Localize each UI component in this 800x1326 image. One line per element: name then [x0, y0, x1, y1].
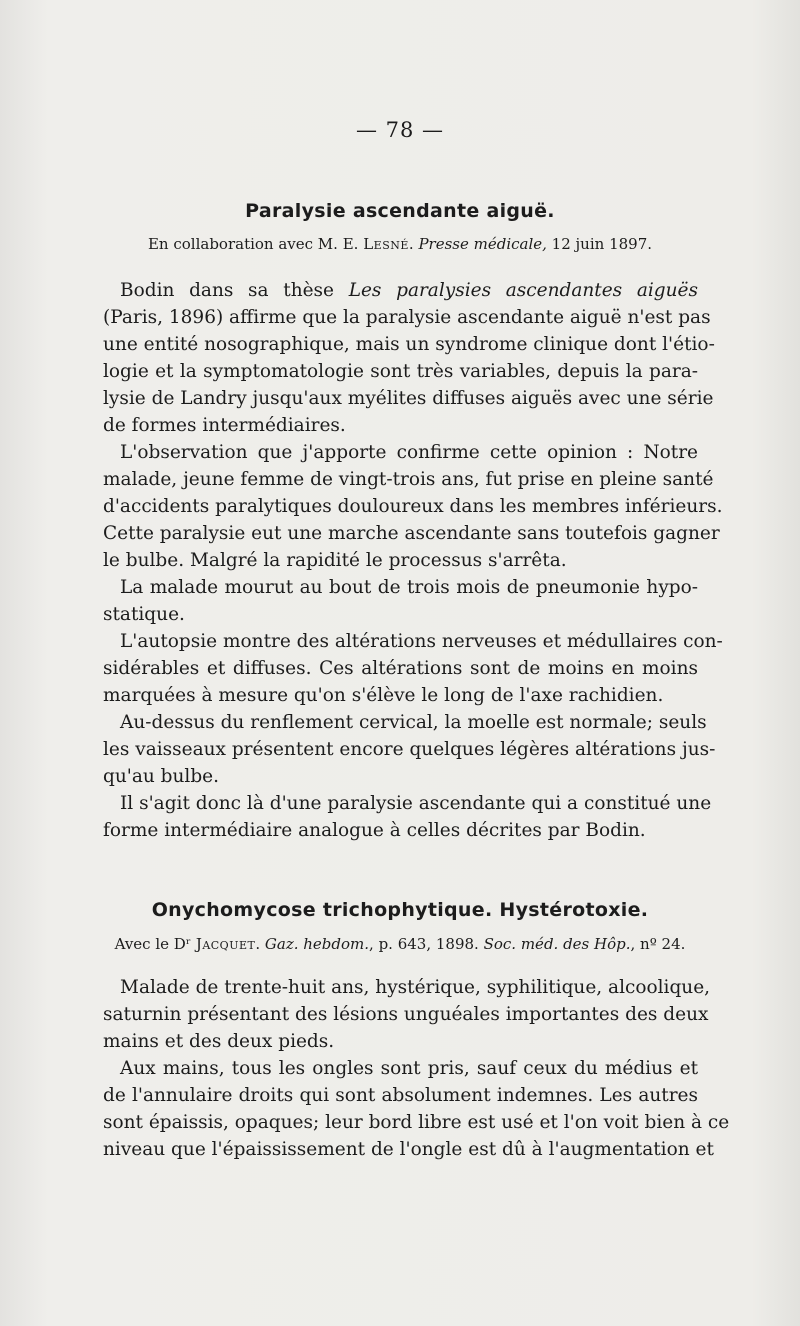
- text-line: [103, 656, 698, 682]
- text-run: une entité nosographique, mais un syndrome clinique dont l'étio-: [103, 334, 715, 355]
- text-run: (Paris, 1896) affirme que la paralysie ascendante aiguë n'est pas: [103, 307, 711, 328]
- text-line: [120, 575, 698, 601]
- text-line: [120, 710, 707, 736]
- italic-run: Les paralysies ascendantes aiguës: [348, 280, 698, 301]
- text-run: mains et des deux pieds.: [103, 1031, 335, 1052]
- text-run: L'observation que j'apporte confirme cette opinion : Notre: [120, 442, 698, 463]
- text-line: [103, 1110, 730, 1136]
- text-line: [103, 818, 698, 844]
- text-line: [120, 629, 723, 655]
- text-line: [103, 548, 698, 574]
- text-line: [103, 764, 698, 790]
- text-line: [103, 413, 698, 439]
- text-run: niveau que l'épaississement de l'ongle est dû à l'augmentation et: [103, 1139, 714, 1160]
- text-run: Il s'agit donc là d'une paralysie ascendante qui a constitué une: [120, 793, 712, 814]
- citation-journal: Gaz. hebdom.: [264, 935, 370, 953]
- citation-prefix: En collaboration avec M. E.: [147, 235, 364, 253]
- text-run: de formes intermédiaires.: [103, 415, 346, 436]
- text-line: [103, 683, 698, 709]
- text-run: L'autopsie montre des altérations nerveuses et médullaires con-: [120, 631, 723, 652]
- text-run: Cette paralysie eut une marche ascendante sans toutefois gagner: [103, 523, 720, 544]
- text-line: [103, 359, 698, 385]
- citation-pages: , p. 643, 1898.: [369, 935, 484, 953]
- text-line: [103, 332, 715, 358]
- text-run: saturnin présentant des lésions unguéales importantes des deux: [103, 1004, 709, 1025]
- text-line: [103, 386, 714, 412]
- text-line: [103, 602, 698, 628]
- text-line: [103, 1002, 709, 1028]
- page-number: — 78 —: [355, 118, 445, 142]
- citation-sep: .: [408, 235, 419, 253]
- citation-paralysie: [0, 235, 800, 253]
- text-run: marquées à mesure qu'on s'élève le long de l'axe rachidien.: [103, 685, 664, 706]
- text-run: de l'annulaire droits qui sont absolument indemnes. Les autres: [103, 1085, 698, 1106]
- text-line: [103, 1083, 698, 1109]
- text-run: sont épaissis, opaques; leur bord libre est usé et l'on voit bien à ce: [103, 1112, 730, 1133]
- text-line: [103, 1029, 698, 1055]
- text-line: [120, 278, 698, 304]
- section-title-paralysie: Paralysie ascendante aiguë.: [245, 200, 555, 222]
- text-line: [120, 791, 712, 817]
- text-run: les vaisseaux présentent encore quelques légères altérations jus-: [103, 739, 716, 760]
- text-run: sidérables et diffuses. Ces altérations sont de moins en moins: [103, 658, 698, 679]
- citation-date: 12 juin 1897.: [546, 235, 653, 253]
- text-run: Bodin dans sa thèse: [120, 280, 349, 301]
- text-line: [103, 521, 720, 547]
- text-line: [103, 467, 714, 493]
- citation-author: Jacquet: [195, 935, 256, 953]
- text-run: forme intermédiaire analogue à celles décrites par Bodin.: [103, 820, 646, 841]
- citation-number: , nº 24.: [630, 935, 686, 953]
- text-line: [120, 1056, 698, 1082]
- text-run: lysie de Landry jusqu'aux myélites diffuses aiguës avec une série: [103, 388, 714, 409]
- text-run: Au-dessus du renflement cervical, la moelle est normale; seuls: [120, 712, 707, 733]
- text-run: Malade de trente-huit ans, hystérique, syphilitique, alcoolique,: [120, 977, 711, 998]
- text-line: [103, 1137, 714, 1163]
- text-line: [120, 975, 711, 1001]
- citation-sep: .: [255, 935, 265, 953]
- citation-journal: Presse médicale,: [418, 235, 547, 253]
- text-line: [120, 440, 698, 466]
- text-run: La malade mourut au bout de trois mois de pneumonie hypo-: [120, 577, 698, 598]
- citation-prefix: Avec le Dʳ: [114, 935, 196, 953]
- citation-onychomycose: [0, 935, 800, 953]
- citation-society: Soc. méd. des Hôp.: [483, 935, 631, 953]
- text-run: statique.: [103, 604, 185, 625]
- text-line: [103, 494, 723, 520]
- text-run: d'accidents paralytiques douloureux dans les membres inférieurs.: [103, 496, 723, 517]
- section-title-onychomycose: Onychomycose trichophytique. Hystérotoxie.: [151, 899, 649, 921]
- text-run: Aux mains, tous les ongles sont pris, sauf ceux du médius et: [120, 1058, 698, 1079]
- text-line: [103, 737, 716, 763]
- text-run: le bulbe. Malgré la rapidité le processus s'arrêta.: [103, 550, 567, 571]
- text-run: malade, jeune femme de vingt-trois ans, fut prise en pleine santé: [103, 469, 714, 490]
- text-line: [103, 305, 711, 331]
- text-run: qu'au bulbe.: [103, 766, 220, 787]
- text-run: logie et la symptomatologie sont très variables, depuis la para-: [103, 361, 698, 382]
- citation-author: Lesné: [363, 235, 409, 253]
